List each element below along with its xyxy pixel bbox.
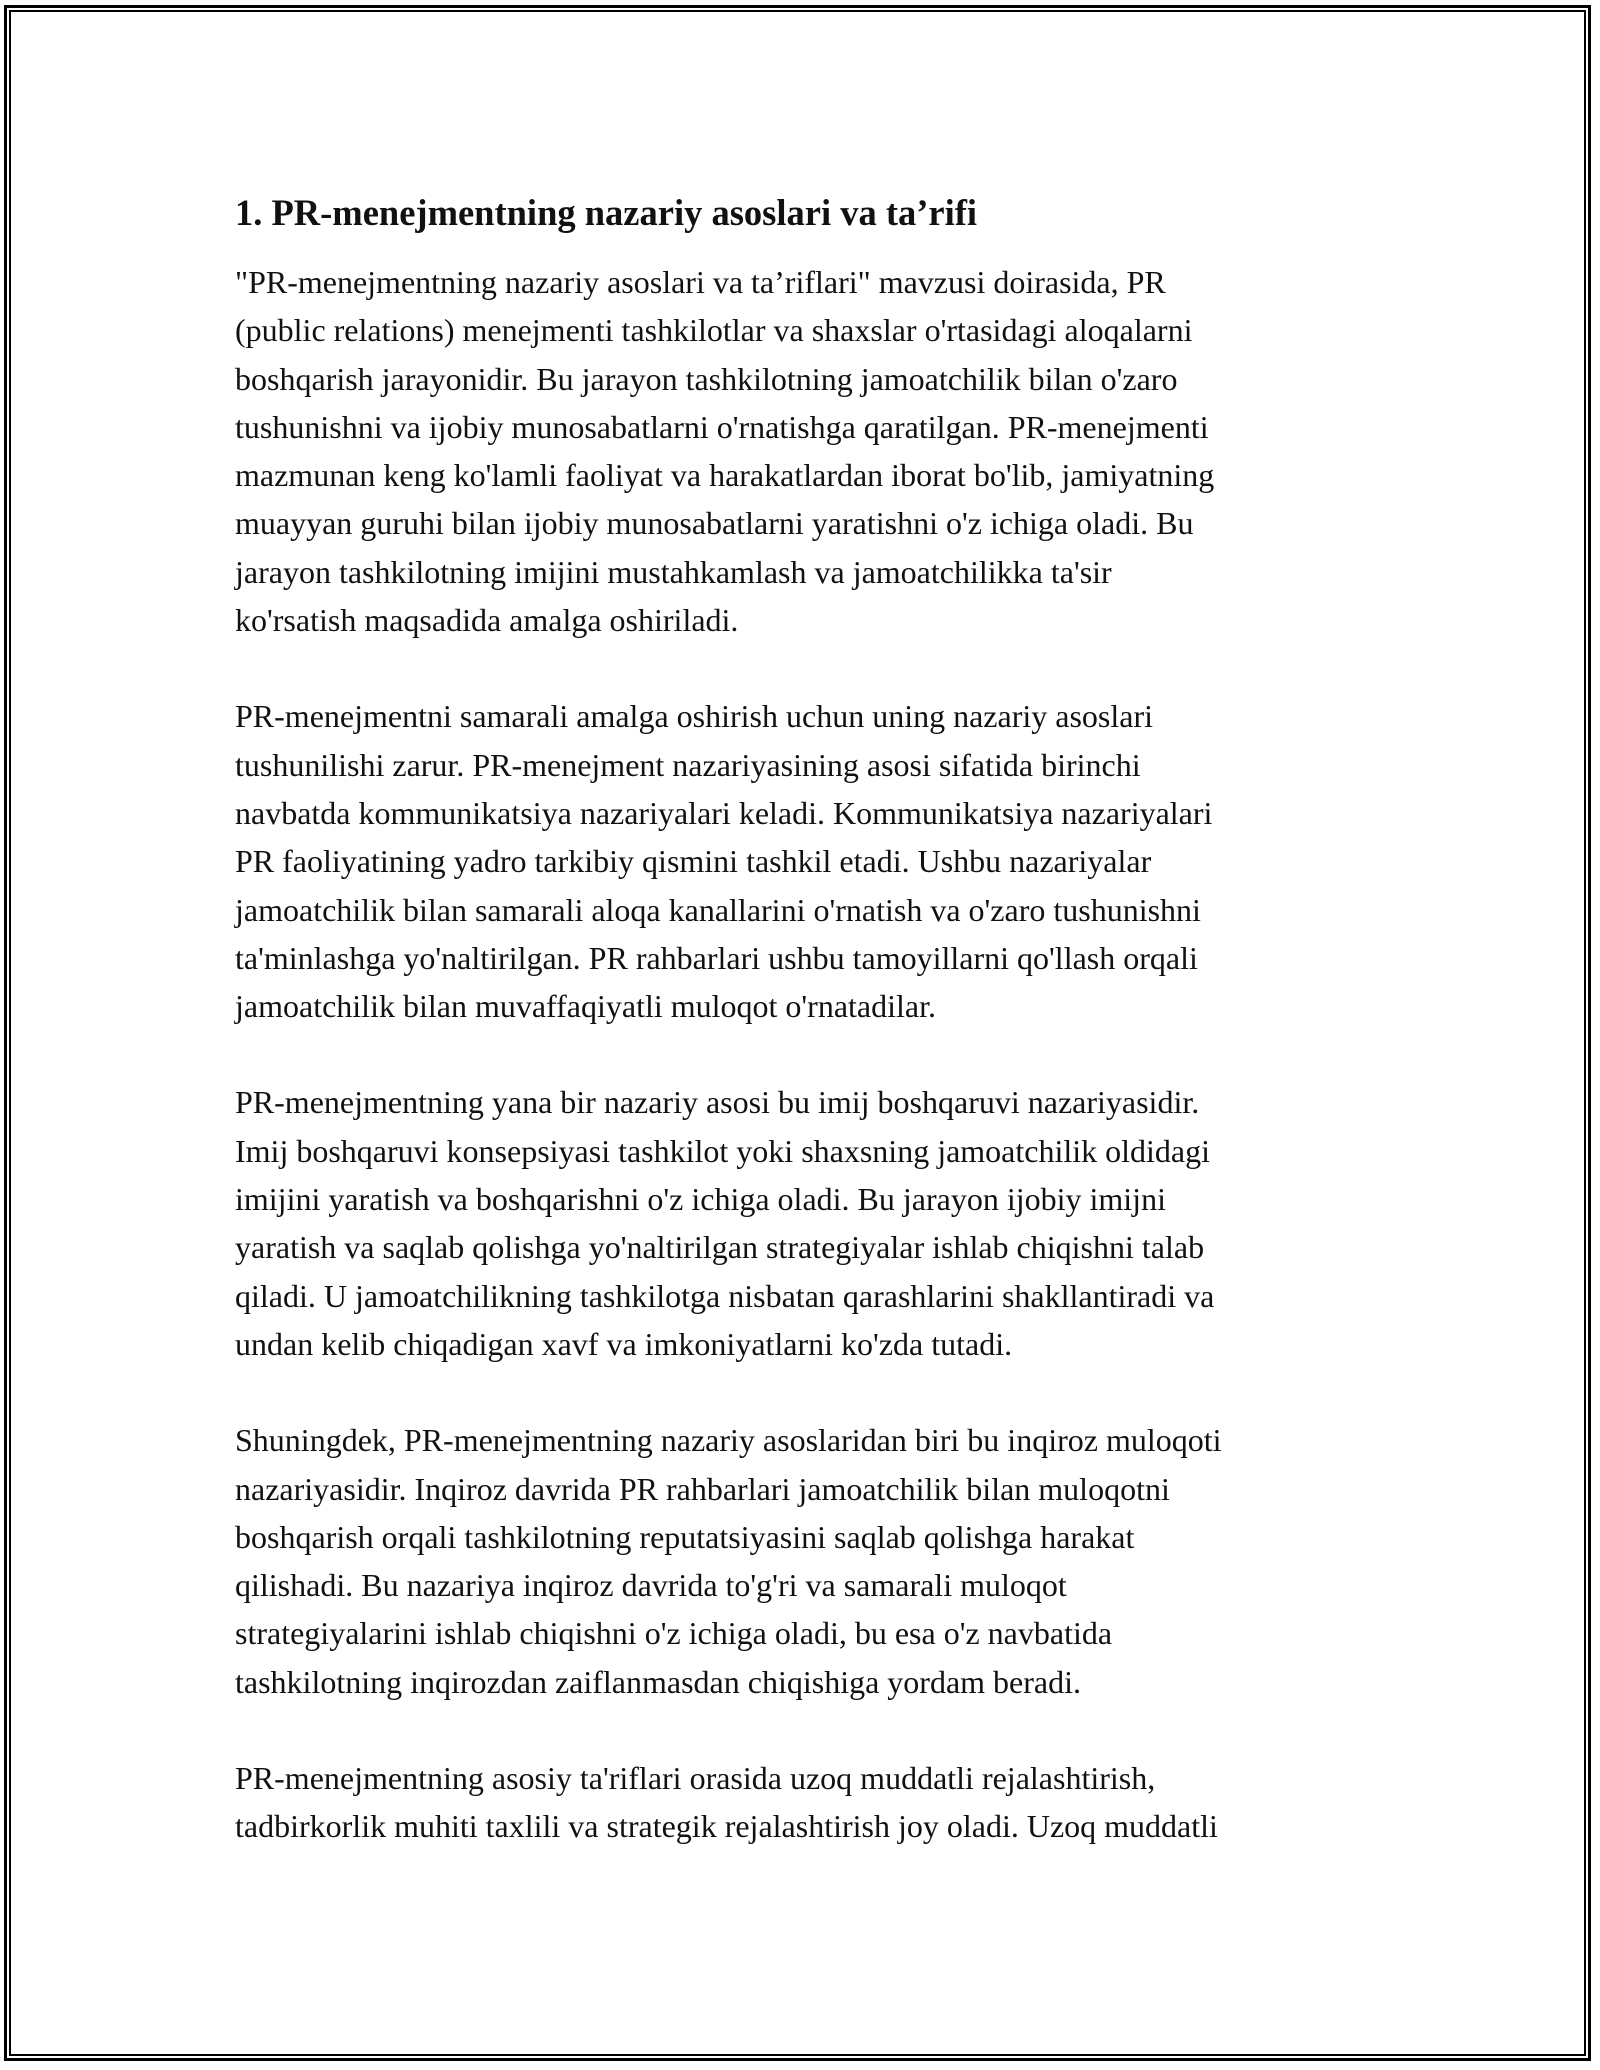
text-line: PR-menejmentni samarali amalga oshirish uchun uning nazariy asoslari (235, 698, 1153, 735)
text-line: nazariyasidir. Inqiroz davrida PR rahbarlari jamoatchilik bilan muloqotni (235, 1470, 1170, 1507)
text-line: (public relations) menejmenti tashkilotlar va shaxslar o'rtasidagi aloqalarni (235, 312, 1193, 349)
text-line: qiladi. U jamoatchilikning tashkilotga nisbatan qarashlarini shakllantiradi va (235, 1277, 1215, 1314)
paragraph-1 (235, 258, 1385, 644)
paragraph-3 (235, 1078, 1385, 1368)
text-line: tushunishni va ijobiy munosabatlarni o'rnatishga qaratilgan. PR-menejmenti (235, 408, 1209, 445)
paragraph-5 (235, 1754, 1385, 1851)
text-line: Shuningdek, PR-menejmentning nazariy asoslaridan biri bu inqiroz muloqoti (235, 1422, 1222, 1459)
text-line: "PR-menejmentning nazariy asoslari va ta’riflari" mavzusi doirasida, PR (235, 264, 1166, 300)
section-heading: 1. PR-menejmentning nazariy asoslari va ta’rifi (235, 192, 978, 233)
text-line: boshqarish jarayonidir. Bu jarayon tashkilotning jamoatchilik bilan o'zaro (235, 360, 1178, 397)
text-line: tushunilishi zarur. PR-menejment nazariyasining asosi sifatida birinchi (235, 746, 1141, 783)
text-line: ko'rsatish maqsadida amalga oshiriladi. (235, 602, 739, 639)
text-line: jamoatchilik bilan muvaffaqiyatli muloqot o'rnatadilar. (235, 988, 936, 1025)
text-line: ta'minlashga yo'naltirilgan. PR rahbarlari ushbu tamoyillarni qo'llash orqali (235, 939, 1198, 976)
paragraph-2 (235, 692, 1385, 1030)
text-line: boshqarish orqali tashkilotning reputatsiyasini saqlab qolishga harakat (235, 1518, 1135, 1555)
text-line: navbatda kommunikatsiya nazariyalari keladi. Kommunikatsiya nazariyalari (235, 794, 1213, 831)
text-line: Imij boshqaruvi konsepsiyasi tashkilot yoki shaxsning jamoatchilik oldidagi (235, 1132, 1211, 1169)
text-line: PR-menejmentning asosiy ta'riflari orasida uzoq muddatli rejalashtirish, (235, 1760, 1156, 1797)
text-line: tashkilotning inqirozdan zaiflanmasdan chiqishiga yordam beradi. (235, 1663, 1081, 1700)
text-line: qilishadi. Bu nazariya inqiroz davrida to'g'ri va samarali muloqot (235, 1567, 1067, 1604)
text-line: tadbirkorlik muhiti taxlili va strategik rejalashtirish joy oladi. Uzoq muddatli (235, 1808, 1218, 1845)
text-line: yaratish va saqlab qolishga yo'naltirilgan strategiyalar ishlab chiqishni talab (235, 1229, 1205, 1266)
text-line: undan kelib chiqadigan xavf va imkoniyatlarni ko'zda tutadi. (235, 1325, 1013, 1362)
text-line: jamoatchilik bilan samarali aloqa kanallarini o'rnatish va o'zaro tushunishni (235, 891, 1201, 928)
text-line: jarayon tashkilotning imijini mustahkamlash va jamoatchilikka ta'sir (235, 553, 1112, 590)
text-line: muayyan guruhi bilan ijobiy munosabatlarni yaratishni o'z ichiga oladi. Bu (235, 505, 1194, 542)
text-line: PR faoliyatining yadro tarkibiy qismini tashkil etadi. Ushbu nazariyalar (235, 843, 1152, 880)
text-line: PR-menejmentning yana bir nazariy asosi bu imij boshqaruvi nazariyasidir. (235, 1084, 1200, 1121)
document-body (235, 188, 1385, 1899)
text-line: strategiyalarini ishlab chiqishni o'z ichiga oladi, bu esa o'z navbatida (235, 1615, 1113, 1652)
text-line: mazmunan keng ko'lamli faoliyat va harakatlardan iborat bo'lib, jamiyatning (235, 457, 1215, 494)
text-line: imijini yaratish va boshqarishni o'z ichiga oladi. Bu jarayon ijobiy imijni (235, 1181, 1166, 1218)
paragraph-4 (235, 1416, 1385, 1706)
